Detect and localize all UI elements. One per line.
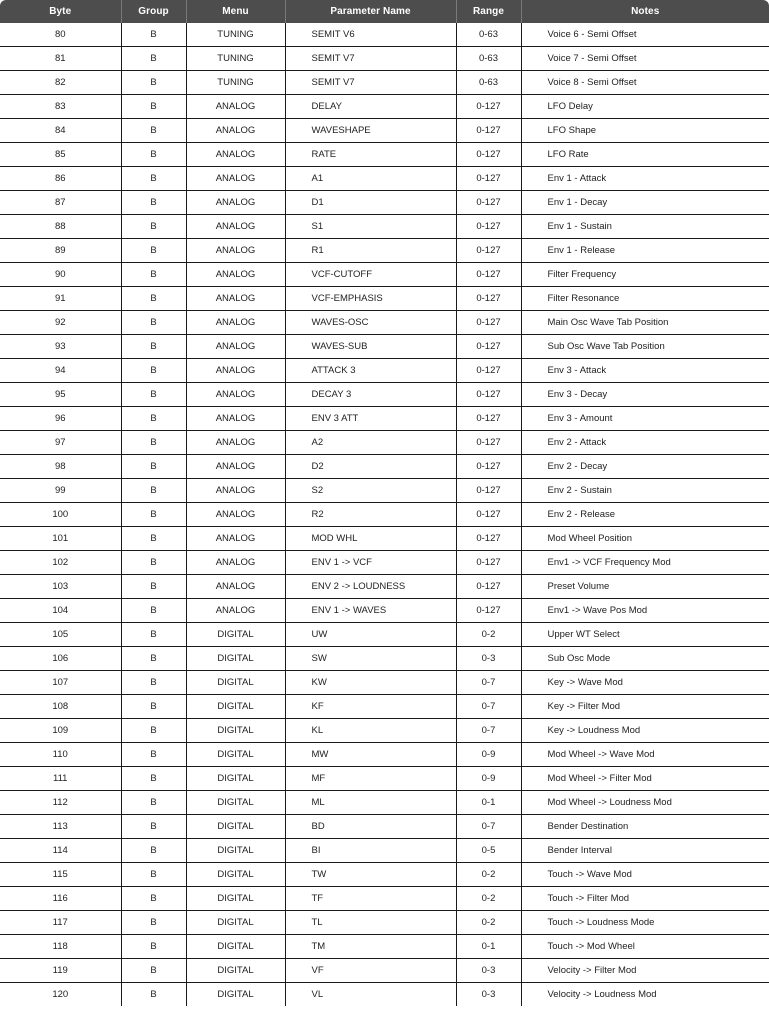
table-row [0, 935, 769, 959]
table-row [0, 455, 769, 479]
cell-parameter-name: ATTACK 3 [285, 359, 456, 383]
cell-byte: 112 [0, 791, 121, 815]
table-row [0, 335, 769, 359]
cell-menu: ANALOG [186, 575, 285, 599]
cell-group: B [121, 887, 186, 911]
table-row [0, 887, 769, 911]
cell-notes: Preset Volume [521, 575, 769, 599]
cell-range: 0-2 [456, 887, 521, 911]
cell-range: 0-7 [456, 695, 521, 719]
cell-parameter-name: SEMIT V7 [285, 71, 456, 95]
cell-range: 0-127 [456, 311, 521, 335]
table-row [0, 23, 769, 47]
table-row [0, 599, 769, 623]
cell-parameter-name: ENV 1 -> VCF [285, 551, 456, 575]
cell-parameter-name: UW [285, 623, 456, 647]
cell-notes: Key -> Wave Mod [521, 671, 769, 695]
cell-notes: Touch -> Wave Mod [521, 863, 769, 887]
cell-byte: 81 [0, 47, 121, 71]
table-row [0, 383, 769, 407]
cell-group: B [121, 143, 186, 167]
cell-byte: 97 [0, 431, 121, 455]
cell-notes: Env 2 - Attack [521, 431, 769, 455]
cell-parameter-name: SW [285, 647, 456, 671]
cell-range: 0-127 [456, 335, 521, 359]
cell-parameter-name: MOD WHL [285, 527, 456, 551]
cell-menu: DIGITAL [186, 647, 285, 671]
cell-range: 0-1 [456, 791, 521, 815]
cell-group: B [121, 95, 186, 119]
cell-parameter-name: D1 [285, 191, 456, 215]
header-group: Group [121, 0, 186, 23]
cell-group: B [121, 191, 186, 215]
cell-notes: Mod Wheel -> Wave Mod [521, 743, 769, 767]
cell-notes: Key -> Filter Mod [521, 695, 769, 719]
cell-group: B [121, 407, 186, 431]
cell-byte: 96 [0, 407, 121, 431]
table-row [0, 287, 769, 311]
cell-menu: DIGITAL [186, 623, 285, 647]
table-row [0, 167, 769, 191]
cell-notes: Env 1 - Release [521, 239, 769, 263]
cell-byte: 109 [0, 719, 121, 743]
cell-range: 0-3 [456, 959, 521, 983]
cell-byte: 85 [0, 143, 121, 167]
cell-parameter-name: KL [285, 719, 456, 743]
cell-menu: ANALOG [186, 479, 285, 503]
cell-byte: 82 [0, 71, 121, 95]
table-row [0, 863, 769, 887]
cell-byte: 107 [0, 671, 121, 695]
cell-group: B [121, 599, 186, 623]
cell-group: B [121, 455, 186, 479]
cell-menu: DIGITAL [186, 695, 285, 719]
cell-menu: TUNING [186, 47, 285, 71]
cell-menu: TUNING [186, 23, 285, 47]
cell-byte: 99 [0, 479, 121, 503]
table-row [0, 959, 769, 983]
cell-group: B [121, 695, 186, 719]
cell-group: B [121, 671, 186, 695]
cell-byte: 116 [0, 887, 121, 911]
table-row [0, 551, 769, 575]
cell-byte: 95 [0, 383, 121, 407]
cell-notes: Velocity -> Filter Mod [521, 959, 769, 983]
cell-range: 0-2 [456, 911, 521, 935]
cell-parameter-name: VCF-EMPHASIS [285, 287, 456, 311]
cell-notes: Env 1 - Sustain [521, 215, 769, 239]
cell-parameter-name: S1 [285, 215, 456, 239]
cell-menu: ANALOG [186, 311, 285, 335]
cell-group: B [121, 239, 186, 263]
cell-byte: 120 [52, 989, 69, 1000]
cell-notes: Voice 8 - Semi Offset [521, 71, 769, 95]
cell-group: B [121, 263, 186, 287]
cell-notes: Env 2 - Release [521, 503, 769, 527]
cell-range: 0-3 [456, 647, 521, 671]
cell-byte: 110 [0, 743, 121, 767]
header-byte: Byte [0, 0, 121, 23]
cell-menu: DIGITAL [186, 743, 285, 767]
cell-range: 0-7 [456, 719, 521, 743]
cell-byte: 86 [0, 167, 121, 191]
cell-notes: Env 3 - Amount [521, 407, 769, 431]
cell-notes: Upper WT Select [521, 623, 769, 647]
cell-notes: Key -> Loudness Mod [521, 719, 769, 743]
cell-menu: ANALOG [186, 119, 285, 143]
cell-group: B [121, 767, 186, 791]
header-range: Range [456, 0, 521, 23]
cell-byte: 117 [0, 911, 121, 935]
cell-byte: 103 [0, 575, 121, 599]
table-row [0, 407, 769, 431]
cell-range: 0-127 [456, 455, 521, 479]
cell-range: 0-9 [456, 743, 521, 767]
cell-menu: DIGITAL [186, 911, 285, 935]
cell-parameter-name: VCF-CUTOFF [285, 263, 456, 287]
cell-notes: LFO Shape [521, 119, 769, 143]
cell-group: B [121, 623, 186, 647]
cell-notes: Env1 -> VCF Frequency Mod [521, 551, 769, 575]
cell-group: B [121, 47, 186, 71]
cell-parameter-name: MW [285, 743, 456, 767]
table-row [0, 791, 769, 815]
cell-notes: Touch -> Mod Wheel [521, 935, 769, 959]
cell-menu: ANALOG [186, 335, 285, 359]
cell-notes: Main Osc Wave Tab Position [521, 311, 769, 335]
table-row [0, 767, 769, 791]
cell-range: 0-9 [456, 767, 521, 791]
cell-parameter-name: RATE [285, 143, 456, 167]
cell-group: B [121, 743, 186, 767]
cell-group: B [121, 959, 186, 983]
cell-byte: 105 [0, 623, 121, 647]
cell-notes: Env1 -> Wave Pos Mod [521, 599, 769, 623]
table-row [0, 263, 769, 287]
cell-range: 0-7 [456, 671, 521, 695]
cell-range: 0-127 [456, 95, 521, 119]
cell-byte: 89 [0, 239, 121, 263]
table-row [0, 575, 769, 599]
cell-parameter-name: ENV 3 ATT [285, 407, 456, 431]
cell-group: B [121, 551, 186, 575]
table-row [0, 695, 769, 719]
cell-menu: DIGITAL [186, 983, 285, 1007]
cell-group: B [121, 431, 186, 455]
cell-range: 0-127 [456, 359, 521, 383]
cell-menu: ANALOG [186, 167, 285, 191]
cell-byte: 113 [0, 815, 121, 839]
cell-parameter-name: VF [285, 959, 456, 983]
cell-byte: 102 [0, 551, 121, 575]
cell-menu: DIGITAL [186, 767, 285, 791]
cell-range: 0-127 [456, 383, 521, 407]
cell-parameter-name: R2 [285, 503, 456, 527]
cell-parameter-name: ENV 2 -> LOUDNESS [285, 575, 456, 599]
cell-byte: 92 [0, 311, 121, 335]
cell-parameter-name: MF [285, 767, 456, 791]
table-row [0, 479, 769, 503]
cell-byte: 80 [0, 23, 121, 47]
cell-range: 0-127 [456, 431, 521, 455]
cell-notes: Bender Destination [521, 815, 769, 839]
cell-byte: 106 [0, 647, 121, 671]
table-row [0, 719, 769, 743]
cell-range: 0-127 [456, 407, 521, 431]
cell-parameter-name: BD [285, 815, 456, 839]
cell-notes: Voice 6 - Semi Offset [521, 23, 769, 47]
cell-parameter-name: A2 [285, 431, 456, 455]
cell-group: B [121, 71, 186, 95]
table-row [0, 647, 769, 671]
cell-range: 0-127 [456, 479, 521, 503]
cell-parameter-name: A1 [285, 167, 456, 191]
cell-group: B [121, 23, 186, 47]
table-row [0, 239, 769, 263]
header-notes: Notes [521, 0, 769, 23]
cell-menu: ANALOG [186, 599, 285, 623]
cell-notes: Voice 7 - Semi Offset [521, 47, 769, 71]
cell-menu: ANALOG [186, 191, 285, 215]
table-row [0, 911, 769, 935]
cell-menu: ANALOG [186, 359, 285, 383]
cell-byte: 111 [0, 767, 121, 791]
cell-range: 0-63 [456, 71, 521, 95]
cell-parameter-name: WAVES-SUB [285, 335, 456, 359]
cell-menu: ANALOG [186, 527, 285, 551]
cell-group: B [121, 527, 186, 551]
cell-range: 0-127 [456, 191, 521, 215]
cell-parameter-name: WAVES-OSC [285, 311, 456, 335]
cell-parameter-name: ENV 1 -> WAVES [285, 599, 456, 623]
cell-menu: DIGITAL [186, 887, 285, 911]
cell-parameter-name: KF [285, 695, 456, 719]
cell-group: B [121, 575, 186, 599]
cell-range: 0-63 [456, 23, 521, 47]
cell-menu: DIGITAL [186, 719, 285, 743]
cell-group: B [121, 911, 186, 935]
header-parameter-name: Parameter Name [285, 0, 456, 23]
cell-parameter-name: DECAY 3 [285, 383, 456, 407]
cell-notes: Env 1 - Attack [521, 167, 769, 191]
cell-group: B [121, 983, 186, 1007]
table-row [0, 47, 769, 71]
cell-menu: DIGITAL [186, 839, 285, 863]
cell-menu: ANALOG [186, 431, 285, 455]
cell-group: B [121, 335, 186, 359]
cell-range: 0-63 [456, 47, 521, 71]
cell-notes: Mod Wheel Position [521, 527, 769, 551]
table-row [0, 191, 769, 215]
cell-parameter-name: BI [285, 839, 456, 863]
cell-range: 0-127 [456, 551, 521, 575]
cell-parameter-name: R1 [285, 239, 456, 263]
cell-byte: 114 [0, 839, 121, 863]
cell-group: B [121, 815, 186, 839]
table-row [0, 119, 769, 143]
cell-menu: ANALOG [186, 383, 285, 407]
cell-menu: DIGITAL [186, 671, 285, 695]
table-row [0, 743, 769, 767]
cell-range: 0-127 [456, 239, 521, 263]
cell-menu: DIGITAL [186, 791, 285, 815]
table-row [0, 311, 769, 335]
cell-menu: ANALOG [186, 287, 285, 311]
cell-notes: Touch -> Filter Mod [521, 887, 769, 911]
cell-group: B [121, 647, 186, 671]
cell-menu: ANALOG [186, 455, 285, 479]
cell-menu: DIGITAL [186, 815, 285, 839]
cell-byte: 101 [0, 527, 121, 551]
cell-byte: 100 [0, 503, 121, 527]
cell-range: 0-1 [456, 935, 521, 959]
cell-notes: Bender Interval [521, 839, 769, 863]
cell-menu: ANALOG [186, 95, 285, 119]
cell-range: 0-5 [456, 839, 521, 863]
cell-group: B [121, 479, 186, 503]
cell-byte: 115 [0, 863, 121, 887]
cell-menu: ANALOG [186, 263, 285, 287]
cell-range: 0-127 [456, 143, 521, 167]
cell-group: B [121, 839, 186, 863]
table-body [0, 23, 769, 1006]
cell-notes: Env 2 - Decay [521, 455, 769, 479]
cell-notes: LFO Delay [521, 95, 769, 119]
cell-group: B [121, 215, 186, 239]
cell-range: 0-3 [456, 983, 521, 1007]
cell-parameter-name: SEMIT V6 [285, 23, 456, 47]
table-row [0, 623, 769, 647]
cell-notes: Touch -> Loudness Mode [521, 911, 769, 935]
cell-byte: 83 [0, 95, 121, 119]
cell-menu: ANALOG [186, 143, 285, 167]
cell-parameter-name: TW [285, 863, 456, 887]
cell-notes: Filter Frequency [521, 263, 769, 287]
cell-notes: Velocity -> Loudness Mod [521, 983, 769, 1007]
cell-menu: ANALOG [186, 239, 285, 263]
cell-notes: Mod Wheel -> Filter Mod [521, 767, 769, 791]
header-menu: Menu [186, 0, 285, 23]
table-row [0, 95, 769, 119]
cell-parameter-name: D2 [285, 455, 456, 479]
cell-range: 0-127 [456, 263, 521, 287]
cell-range: 0-127 [456, 527, 521, 551]
cell-parameter-name: TF [285, 887, 456, 911]
cell-group: B [121, 935, 186, 959]
cell-range: 0-127 [456, 599, 521, 623]
cell-byte: 84 [0, 119, 121, 143]
cell-group: B [121, 359, 186, 383]
cell-range: 0-7 [456, 815, 521, 839]
cell-byte: 108 [0, 695, 121, 719]
cell-notes: Env 3 - Decay [521, 383, 769, 407]
cell-parameter-name: TM [285, 935, 456, 959]
cell-menu: TUNING [186, 71, 285, 95]
cell-notes: Sub Osc Mode [521, 647, 769, 671]
cell-range: 0-2 [456, 863, 521, 887]
cell-notes: LFO Rate [521, 143, 769, 167]
cell-menu: DIGITAL [186, 935, 285, 959]
cell-byte: 93 [0, 335, 121, 359]
cell-byte: 88 [0, 215, 121, 239]
cell-group: B [121, 167, 186, 191]
cell-range: 0-127 [456, 575, 521, 599]
cell-range: 0-127 [456, 119, 521, 143]
cell-menu: DIGITAL [186, 959, 285, 983]
table-row [0, 671, 769, 695]
table-row [0, 527, 769, 551]
cell-byte: 104 [0, 599, 121, 623]
cell-parameter-name: VL [285, 983, 456, 1007]
cell-notes: Env 3 - Attack [521, 359, 769, 383]
cell-byte: 118 [0, 935, 121, 959]
cell-group: B [121, 863, 186, 887]
table-row [0, 143, 769, 167]
cell-byte: 87 [0, 191, 121, 215]
header-row [0, 0, 769, 23]
cell-group: B [121, 719, 186, 743]
cell-menu: ANALOG [186, 503, 285, 527]
cell-group: B [121, 791, 186, 815]
cell-notes: Mod Wheel -> Loudness Mod [521, 791, 769, 815]
cell-group: B [121, 287, 186, 311]
table-row [0, 71, 769, 95]
cell-byte: 90 [0, 263, 121, 287]
cell-byte: 94 [0, 359, 121, 383]
cell-menu: ANALOG [186, 407, 285, 431]
table-row [0, 839, 769, 863]
cell-group: B [121, 119, 186, 143]
cell-parameter-name: KW [285, 671, 456, 695]
table-row [0, 503, 769, 527]
cell-parameter-name: SEMIT V7 [285, 47, 456, 71]
cell-range: 0-127 [456, 503, 521, 527]
table-row [0, 431, 769, 455]
cell-parameter-name: WAVESHAPE [285, 119, 456, 143]
cell-group: B [121, 503, 186, 527]
cell-byte: 98 [0, 455, 121, 479]
cell-parameter-name: ML [285, 791, 456, 815]
cell-range: 0-127 [456, 215, 521, 239]
cell-group: B [121, 383, 186, 407]
cell-menu: ANALOG [186, 551, 285, 575]
cell-byte: 119 [0, 959, 121, 983]
cell-notes: Sub Osc Wave Tab Position [521, 335, 769, 359]
cell-parameter-name: DELAY [285, 95, 456, 119]
cell-byte: 91 [0, 287, 121, 311]
cell-parameter-name: S2 [285, 479, 456, 503]
cell-notes: Filter Resonance [521, 287, 769, 311]
cell-menu: ANALOG [186, 215, 285, 239]
cell-notes: Env 1 - Decay [521, 191, 769, 215]
table-row [0, 359, 769, 383]
cell-notes: Env 2 - Sustain [521, 479, 769, 503]
cell-group: B [121, 311, 186, 335]
cell-parameter-name: TL [285, 911, 456, 935]
table-row [0, 215, 769, 239]
table-row [0, 983, 769, 1007]
table-row [0, 815, 769, 839]
cell-menu: DIGITAL [186, 863, 285, 887]
cell-range: 0-127 [456, 287, 521, 311]
cell-range: 0-127 [456, 167, 521, 191]
table-header [0, 0, 769, 23]
cell-range: 0-2 [456, 623, 521, 647]
